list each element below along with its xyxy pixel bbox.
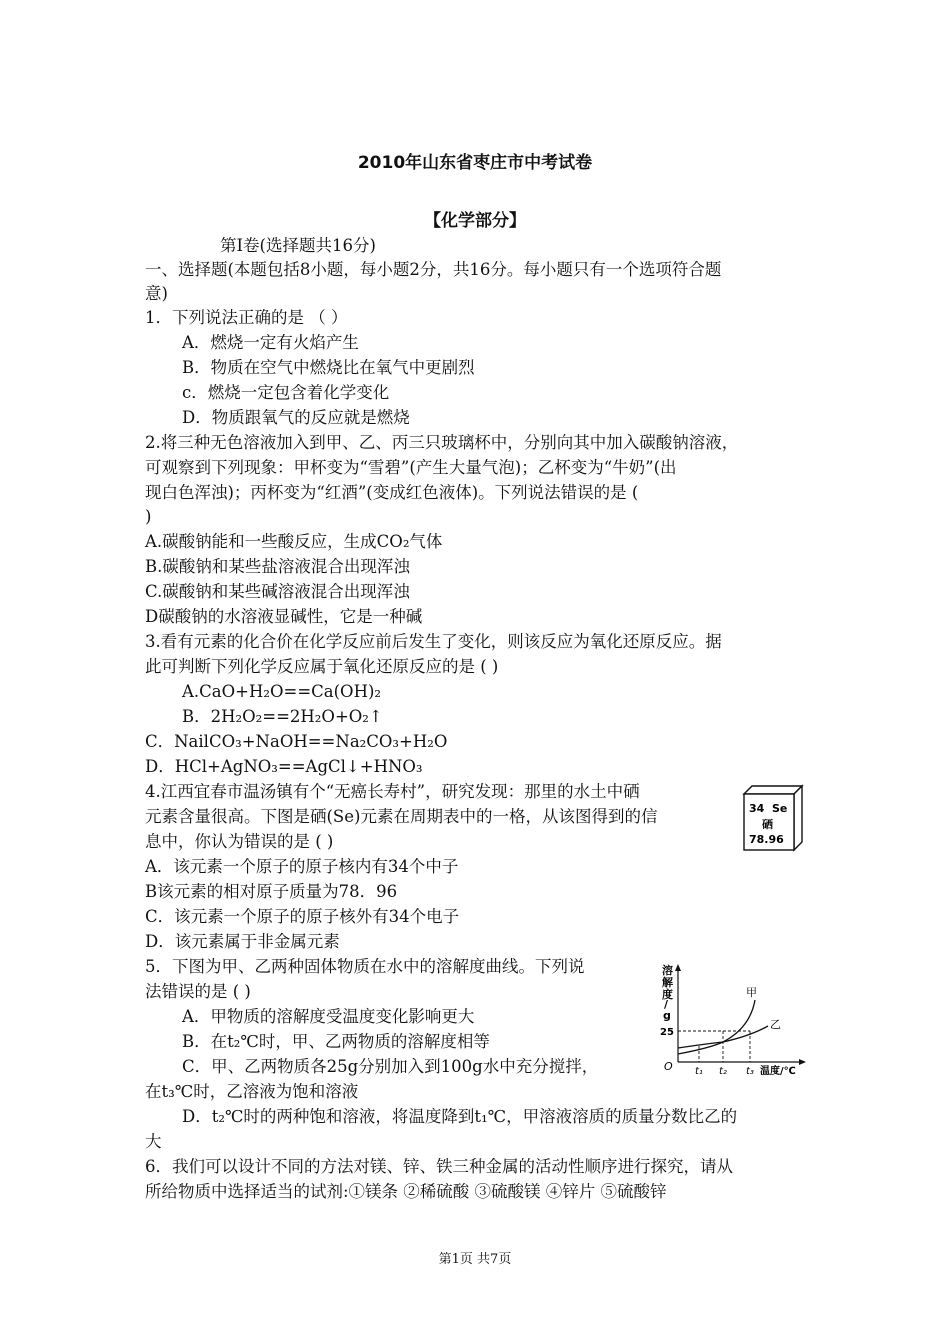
q3-option-d: D．HCl+AgNO₃==AgCl↓+HNO₃ xyxy=(145,757,423,776)
q2-option-c: C.碳酸钠和某些碱溶液混合出现浑浊 xyxy=(145,582,410,601)
question-2-line-2: 可观察到下列现象：甲杯变为“雪碧”(产生大量气泡)；乙杯变为“牛奶”(出 xyxy=(145,458,677,477)
graph-x-tick-t1: t₁ xyxy=(695,1066,703,1077)
element-symbol: Se xyxy=(772,802,788,815)
element-mass: 78.96 xyxy=(749,833,784,846)
section-heading: 【化学部分】 xyxy=(424,211,526,231)
question-6-line-2: 所给物质中选择适当的试剂:①镁条 ②稀硫酸 ③硫酸镁 ④锌片 ⑤硫酸锌 xyxy=(145,1182,667,1201)
element-name: 硒 xyxy=(762,818,773,831)
q1-option-c: c．燃烧一定包含着化学变化 xyxy=(182,383,390,402)
graph-xlabel: 温度/℃ xyxy=(760,1066,796,1077)
graph-y-tick: 25 xyxy=(660,1027,674,1038)
question-2-line-3: 现白色浑浊)；丙杯变为“红酒”(变成红色液体)。下列说法错误的是 ( xyxy=(145,483,639,502)
graph-ylabel-char-3: 度 xyxy=(662,988,673,1001)
q1-option-b: B．物质在空气中燃烧比在氧气中更剧烈 xyxy=(182,358,475,377)
q4-option-a: A．该元素一个原子的原子核内有34个中子 xyxy=(145,857,459,876)
graph-ylabel-char-4: / xyxy=(664,998,669,1011)
graph-ylabel-char-5: g xyxy=(663,1009,671,1022)
q4-option-d: D．该元素属于非金属元素 xyxy=(145,932,340,951)
q2-option-d: D碳酸钠的水溶液显碱性，它是一种碱 xyxy=(145,607,423,626)
question-5-line-1: 5．下图为甲、乙两种固体物质在水中的溶解度曲线。下列说 xyxy=(145,957,585,976)
q1-option-d: D．物质跟氧气的反应就是燃烧 xyxy=(182,408,410,427)
question-2-line-4: ) xyxy=(145,507,152,526)
q4-option-c: C．该元素一个原子的原子核外有34个电子 xyxy=(145,907,460,926)
graph-x-arrow xyxy=(799,1059,806,1065)
q5-option-c-line-1: C．甲、乙两物质各25g分别加入到100g水中充分搅拌， xyxy=(182,1057,599,1076)
question-3-line-1: 3.看有元素的化合价在化学反应前后发生了变化，则该反应为氧化还原反应。据 xyxy=(145,632,722,651)
instructions-line-2: 意) xyxy=(145,284,168,303)
question-4-line-1: 4.江西宜春市温汤镇有个“无癌长寿村”，研究发现：那里的水土中硒 xyxy=(145,782,640,801)
q5-option-a: A．甲物质的溶解度受温度变化影响更大 xyxy=(182,1007,475,1026)
question-2-line-1: 2.将三种无色溶液加入到甲、乙、丙三只玻璃杯中，分别向其中加入碳酸钠溶液， xyxy=(145,433,739,452)
q1-option-a: A．燃烧一定有火焰产生 xyxy=(182,333,359,352)
graph-x-tick-t3: t₃ xyxy=(746,1066,754,1077)
q5-option-d-line-1: D．t₂℃时的两种饱和溶液，将温度降到t₁℃，甲溶液溶质的质量分数比乙的 xyxy=(182,1107,738,1126)
page-footer: 第1页 共7页 xyxy=(438,1252,512,1267)
q5-option-c-line-2: 在t₃℃时，乙溶液为饱和溶液 xyxy=(145,1082,359,1101)
element-number: 34 xyxy=(749,802,765,815)
graph-x-tick-t2: t₂ xyxy=(719,1066,727,1077)
question-6-line-1: 6．我们可以设计不同的方法对镁、锌、铁三种金属的活动性顺序进行探究，请从 xyxy=(145,1157,733,1176)
q2-option-a: A.碳酸钠能和一些酸反应，生成CO₂气体 xyxy=(145,532,443,551)
graph-y-arrow xyxy=(675,964,681,971)
q3-option-a: A.CaO+H₂O==Ca(OH)₂ xyxy=(182,682,382,701)
exam-title: 2010年山东省枣庄市中考试卷 xyxy=(357,153,593,173)
question-3-line-2: 此可判断下列化学反应属于氧化还原反应的是 ( ) xyxy=(145,657,499,676)
graph-ylabel-char-2: 解 xyxy=(662,976,673,989)
question-4-line-2: 元素含量很高。下图是硒(Se)元素在周期表中的一格，从该图得到的信 xyxy=(145,807,658,826)
solubility-graph xyxy=(660,962,810,1080)
question-4-line-3: 息中，你认为错误的是 ( ) xyxy=(145,832,334,851)
q3-option-c: C．NailCO₃+NaOH==Na₂CO₃+H₂O xyxy=(145,732,448,751)
q3-option-b: B．2H₂O₂==2H₂O+O₂↑ xyxy=(182,707,383,726)
q2-option-b: B.碳酸钠和某些盐溶液混合出现浑浊 xyxy=(145,557,410,576)
q5-option-b: B．在t₂℃时，甲、乙两物质的溶解度相等 xyxy=(182,1032,490,1051)
instructions-line-1: 一、选择题(本题包括8小题，每小题2分，共16分。每小题只有一个选项符合题 xyxy=(145,260,722,279)
q4-option-b: B该元素的相对原子质量为78．96 xyxy=(145,882,398,901)
question-1: 1．下列说法正确的是 （ ） xyxy=(145,308,348,327)
graph-curve-jia-label: 甲 xyxy=(746,986,757,999)
part-heading: 第Ⅰ卷(选择题共16分) xyxy=(220,236,376,255)
question-5-line-2: 法错误的是 ( ) xyxy=(145,982,251,1001)
graph-origin: O xyxy=(664,1060,673,1073)
q5-option-d-line-2: 大 xyxy=(145,1132,162,1151)
selenium-element-box xyxy=(740,784,804,852)
graph-curve-yi-label: 乙 xyxy=(770,1018,781,1031)
graph-ylabel-char-1: 溶 xyxy=(662,964,673,977)
